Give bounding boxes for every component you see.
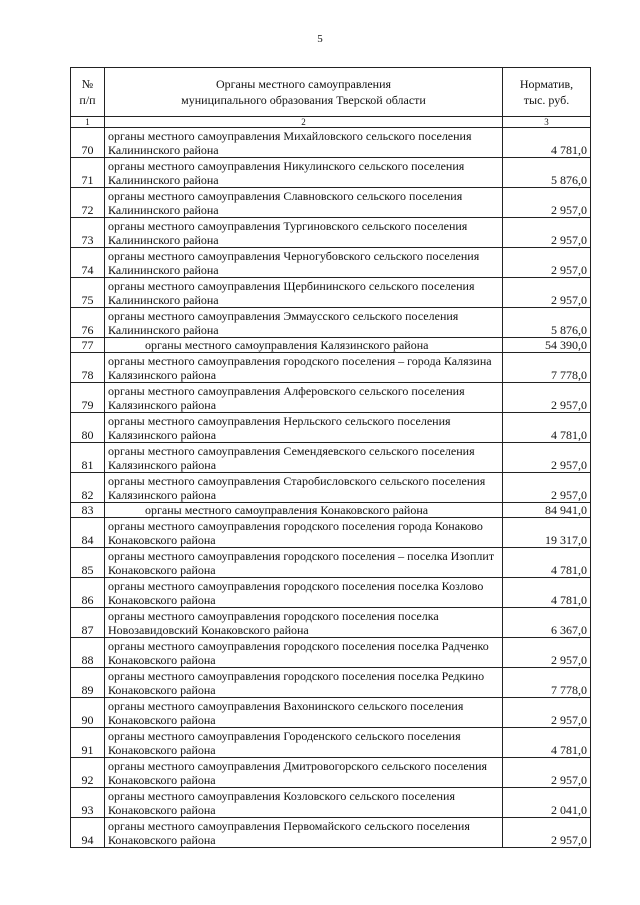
table-header-row — [71, 68, 591, 117]
table-row — [71, 698, 591, 728]
row-number: 86 — [71, 578, 105, 608]
row-value: 2 957,0 — [503, 473, 591, 503]
table-row — [71, 278, 591, 308]
table-row — [71, 548, 591, 578]
row-number: 85 — [71, 548, 105, 578]
row-number: 90 — [71, 698, 105, 728]
header-organization: Органы местного самоуправления муниципального образования Тверской области — [105, 68, 503, 117]
row-value: 7 778,0 — [503, 668, 591, 698]
row-number: 88 — [71, 638, 105, 668]
row-organization: органы местного самоуправления Михайловского сельского поселения Калининского района — [105, 128, 503, 158]
row-value: 54 390,0 — [503, 338, 591, 353]
row-organization: органы местного самоуправления Черногубовского сельского поселения Калининского района — [105, 248, 503, 278]
table-row — [71, 188, 591, 218]
row-value: 2 957,0 — [503, 218, 591, 248]
row-value: 19 317,0 — [503, 518, 591, 548]
row-value: 4 781,0 — [503, 728, 591, 758]
row-organization: органы местного самоуправления Тургиновского сельского поселения Калининского района — [105, 218, 503, 248]
row-value: 2 957,0 — [503, 383, 591, 413]
row-organization: органы местного самоуправления Первомайского сельского поселения Конаковского района — [105, 818, 503, 848]
row-value: 4 781,0 — [503, 128, 591, 158]
row-value: 2 957,0 — [503, 278, 591, 308]
row-value: 4 781,0 — [503, 548, 591, 578]
header-value: Норматив, тыс. руб. — [503, 68, 591, 117]
table-row — [71, 218, 591, 248]
row-number: 71 — [71, 158, 105, 188]
row-organization: органы местного самоуправления городского поселения поселка Радченко Конаковского района — [105, 638, 503, 668]
row-organization: органы местного самоуправления городского поселения поселка Редкино Конаковского района — [105, 668, 503, 698]
table-row — [71, 728, 591, 758]
row-value: 2 957,0 — [503, 638, 591, 668]
table-row — [71, 248, 591, 278]
header-number: № п/п — [71, 68, 105, 117]
table-row — [71, 413, 591, 443]
row-number: 91 — [71, 728, 105, 758]
row-value: 7 778,0 — [503, 353, 591, 383]
table-row — [71, 758, 591, 788]
row-number: 80 — [71, 413, 105, 443]
row-number: 89 — [71, 668, 105, 698]
row-organization: органы местного самоуправления Козловского сельского поселения Конаковского района — [105, 788, 503, 818]
row-organization: органы местного самоуправления Городенского сельского поселения Конаковского района — [105, 728, 503, 758]
row-organization: органы местного самоуправления городского поселения – поселка Изоплит Конаковского района — [105, 548, 503, 578]
table-row — [71, 128, 591, 158]
row-organization: органы местного самоуправления Эммаусского сельского поселения Калининского района — [105, 308, 503, 338]
column-index: 2 — [105, 117, 503, 128]
page-number: 5 — [317, 33, 323, 45]
row-number: 79 — [71, 383, 105, 413]
table-row — [71, 518, 591, 548]
row-organization: органы местного самоуправления Никулинского сельского поселения Калининского района — [105, 158, 503, 188]
row-organization: органы местного самоуправления городского поселения – города Калязина Калязинского района — [105, 353, 503, 383]
table-row — [71, 473, 591, 503]
table-row — [71, 578, 591, 608]
table-row — [71, 338, 591, 353]
row-number: 72 — [71, 188, 105, 218]
column-index: 1 — [71, 117, 105, 128]
row-number: 75 — [71, 278, 105, 308]
row-number: 77 — [71, 338, 105, 353]
row-number: 94 — [71, 818, 105, 848]
row-value: 84 941,0 — [503, 503, 591, 518]
row-organization: органы местного самоуправления Щербининского сельского поселения Калининского района — [105, 278, 503, 308]
column-index: 3 — [503, 117, 591, 128]
table-row — [71, 158, 591, 188]
row-value: 4 781,0 — [503, 578, 591, 608]
row-number: 74 — [71, 248, 105, 278]
row-number: 73 — [71, 218, 105, 248]
row-organization: органы местного самоуправления Калязинского района — [105, 338, 503, 353]
row-number: 92 — [71, 758, 105, 788]
row-number: 87 — [71, 608, 105, 638]
row-value: 2 957,0 — [503, 698, 591, 728]
row-number: 70 — [71, 128, 105, 158]
column-index-row — [71, 117, 591, 128]
row-value: 2 957,0 — [503, 758, 591, 788]
row-number: 82 — [71, 473, 105, 503]
row-value: 2 957,0 — [503, 188, 591, 218]
row-number: 93 — [71, 788, 105, 818]
row-value: 2 957,0 — [503, 248, 591, 278]
row-number: 78 — [71, 353, 105, 383]
row-value: 5 876,0 — [503, 158, 591, 188]
table-row — [71, 443, 591, 473]
row-organization: органы местного самоуправления Дмитровогорского сельского поселения Конаковского района — [105, 758, 503, 788]
table-row — [71, 353, 591, 383]
row-organization: органы местного самоуправления Алферовского сельского поселения Калязинского района — [105, 383, 503, 413]
row-value: 2 957,0 — [503, 818, 591, 848]
row-value: 5 876,0 — [503, 308, 591, 338]
table-row — [71, 668, 591, 698]
row-number: 84 — [71, 518, 105, 548]
table-row — [71, 818, 591, 848]
row-number: 76 — [71, 308, 105, 338]
row-value: 2 041,0 — [503, 788, 591, 818]
row-organization: органы местного самоуправления Старобисловского сельского поселения Калязинского района — [105, 473, 503, 503]
row-organization: органы местного самоуправления городского поселения поселка Козлово Конаковского района — [105, 578, 503, 608]
row-organization: органы местного самоуправления Нерльского сельского поселения Калязинского района — [105, 413, 503, 443]
table-row — [71, 788, 591, 818]
row-value: 6 367,0 — [503, 608, 591, 638]
row-value: 2 957,0 — [503, 443, 591, 473]
row-organization: органы местного самоуправления городского поселения поселка Новозавидовский Конаковского района — [105, 608, 503, 638]
row-organization: органы местного самоуправления Конаковского района — [105, 503, 503, 518]
row-organization: органы местного самоуправления городского поселения города Конаково Конаковского района — [105, 518, 503, 548]
row-organization: органы местного самоуправления Семендяевского сельского поселения Калязинского района — [105, 443, 503, 473]
row-number: 81 — [71, 443, 105, 473]
table-row — [71, 308, 591, 338]
row-organization: органы местного самоуправления Вахонинского сельского поселения Конаковского района — [105, 698, 503, 728]
table-row — [71, 503, 591, 518]
row-value: 4 781,0 — [503, 413, 591, 443]
row-number: 83 — [71, 503, 105, 518]
row-organization: органы местного самоуправления Славновского сельского поселения Калининского района — [105, 188, 503, 218]
norms-table — [70, 67, 591, 848]
table-row — [71, 608, 591, 638]
table-row — [71, 638, 591, 668]
table-row — [71, 383, 591, 413]
